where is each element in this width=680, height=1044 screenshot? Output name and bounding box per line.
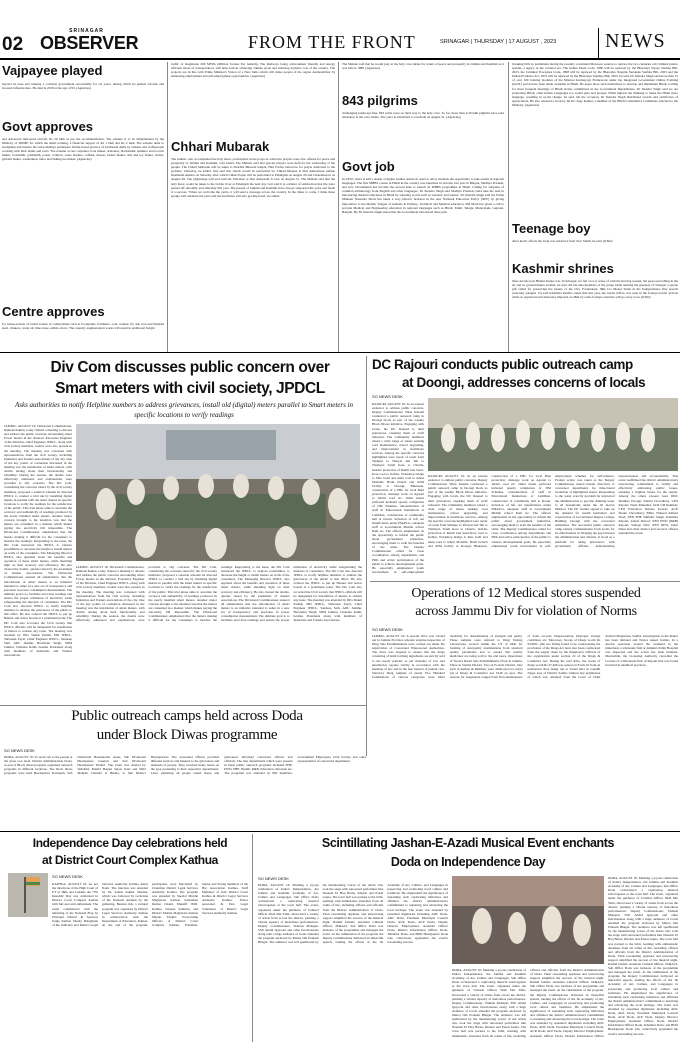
lead-deck: Asks authorities to notify Helpline numbers to address grievances, install old (digital) meters parallel to Smart meters in specific locations to verify readings bbox=[14, 401, 354, 419]
news-label: NEWS bbox=[605, 30, 666, 52]
rajouri-byline: SO NEWS DESK bbox=[372, 394, 403, 399]
lead-body-text: JAMMU, AUGUST 16: Divisional Commissioner, Ramesh Kumar, today chaired a meeting to discuss and address the public concerns surrounding smart Power meters in the division. Executive Engineer of the Division, Chief Engineer JPDCL, along with civil society members, traders were also present in the meeting. The meeting was convened with representatives from the civil society, including Industries and Traders associations of the city. One of the key points of contention discussed in the meeting was the installation of smart meters, with doubts arising about their functionality and reliability. During the session, the doubts were effectively addressed and explanations were provided to ally concerns. The Div Com, considering the concerns raised by the civil society members, proposed a solution wherein he directed JPDCL to conduct a trial run by installing digital meters in parallel with the smart meters in specific locations to verify the readings for the satisfaction of the public. This trial phase aims to ascertain the accuracy and authenticity of readings produced by the newly installed smart meters. Another major concern brought to the attention was that the meters are consumed in a manner which makes paying the electricity bill impossible. The Divisional Commissioner emphasised that the meters making it difficult for the consumers to monitor the readings. Responding to the issue, the Div Com instructed the JPDCL to explore possibilities to decrease the height or install meters on walls of the consumers. The Managing Director JPDCL also apprised about the benefits and operation of these smart meters, while shedding light on their accuracy and efficiency. He also cleared the doubts, queries raised by the presidents of market associations. The Divisional Commissioner assured all stakeholders that the introduction of smart meters is an initiative intended to usher in a new era of transparency and precision in power consumption measurement. The ultimate goal is to facilitate error-free readings and ensure the proper utilization of electricity while safeguarding the interests of consumers. The Div Com also directed JPDCL to notify helpline numbers to address the grievances of the public to this effect. He also ordered the JPDCL to put up Banner and notice boards at a prominent point. The Div Com also accorded the Civil society that JPDCL officials will be designated for installation of meters to redress any issue. The meeting was attended by DIG Shakti Pathak, MD JPDCL, Shivnnan Tayal, Chief Engineer JPDCL, Sandeep Seth, ADC Jammu, Harvinder Singh, SDM Jammu, Chandan Kohli, besides Presidents along with members of Industries and Traders associations. bbox=[4, 424, 72, 658]
musical-event-photo-art bbox=[452, 876, 604, 964]
body-railway: traffic of magnitude 200 MTPA (Million Tonnes Per Annum). The Railways being environment friendly and energy efficient mode of transportation, will help both in achieving climate goals and reducing logistics cost of the country. The projects are in line with Prime Minister's Vision of a New India which will make people of the region Aatmanirbhar by enhancing employment and self-employment opportunities. (Agencies) bbox=[171, 62, 335, 79]
scintillating-headline-line2: Doda on Independence Day bbox=[390, 855, 546, 869]
col-divider bbox=[366, 356, 367, 756]
lead-headline-line2: Smart meters with civil society, JPDCL bbox=[55, 380, 325, 397]
body-vajpayee: beyond its base and running a coalition government successfully for six years, during which he pushed reforms and boosted infrastructure. He died in 2018 at the age of 93. (Agencies) bbox=[2, 82, 164, 91]
lead-body-continued: JAMMU, AUGUST 16: Divisional Commissioner, Ramesh Kumar, today chaired a meeting to discuss and address the public concerns surrounding smart Power meters in the division. Executive Engineer of the Division, Chief Engineer JPDCL, along with civil society members, traders were also present in the meeting. The meeting was convened with representatives from the civil society, including Industries and Traders associations of the city. One of the key points of contention discussed in the meeting was the installation of smart meters, with doubts arising about their functionality and reliability. During the session, the doubts were effectively addressed and explanations were provided to ally concerns. The Div Com, considering the concerns raised by the civil society members, proposed a solution wherein he directed JPDCL to conduct a trial run by installing digital meters in parallel with the smart meters in specific locations to verify the readings for the satisfaction of the public. This trial phase aims to ascertain the accuracy and authenticity of readings produced by the newly installed smart meters. Another major concern brought to the attention was that the meters are consumed in a manner which makes paying the electricity bill impossible. The Divisional Commissioner emphasised that the meters making it difficult for the consumers to monitor the readings. Responding to the issue, the Div Com instructed the JPDCL to explore possibilities to decrease the height or install meters on walls of the consumers. The Managing Director JPDCL also apprised about the benefits and operation of these smart meters, while shedding light on their accuracy and efficiency. He also cleared the doubts, queries raised by the presidents of market associations. The Divisional Commissioner assured all stakeholders that the introduction of smart meters is an initiative intended to usher in a new era of transparency and precision in power consumption measurement. The ultimate goal is to facilitate error-free readings and ensure the proper utilization of electricity while safeguarding the interests of consumers. The Div Com also directed JPDCL to notify helpline numbers to address the grievances of the public to this effect. He also ordered the JPDCL to put up Banner and notice boards at a prominent point. The Div Com also accorded the Civil society that JPDCL officials will be designated for installation of meters to redress any issue. The meeting was attended by DIG Shakti Pathak, MD JPDCL, Shivnnan Tayal, Chief Engineer JPDCL, Sandeep Seth, ADC Jammu, Harvinder Singh, SDM Jammu, Chandan Kohli, besides Presidents along with members of Industries and Traders associations. bbox=[76, 565, 362, 623]
scintillating-body-right bbox=[608, 876, 678, 1040]
doda-body bbox=[4, 755, 366, 827]
rajouri-body-text: RAJOURI, AUGUST 16: In an earnest endeavor to address public concerns, Deputy Commissioner Vikas Kundal conducted a public outreach camp in Doongi block as part of the weekly Block Diwas initiative. Engaging with locals, the DC listened to their grievances, ensuring them of swift redressal. The community members raised a wide range of issues seeking road maintenance, school upgrading, and improvement in healthcare services. Among the specific concerns highlighted were repair of roads from Shahpur to Thatyal and Teh to Thathyal, Sandi Kote to Chatrla, besides protection of Ramli Jaiz Seeri-Kote road to Kahtar, Workshop bridge to Mas Galli and main road to Kheri Mohalla; Bouli branch and ATM facility at Doongi; Bhurusan, construction of a PHC for local Bani protection; drainage work on Agarati to Jabbar road etc. Other issues preferred included speedy completion of JJM Schemes, rationalization of staff in Educational Institutions at Lambhan, construction of community hall at Doom, inclusion of left out beneficiaries under PMAY-G, adequate staff at Government Middle school Ram etc. The officers emphasized on the opportunity to inform the public about government initiatives, encouraging them to avail the benefits of the same. The Deputy Commissioner called for close coordination among departments and PRIs and active participation of the public to achieve developmental goals. He especially emphasized youth involvement in self-employment bbox=[372, 402, 424, 574]
rajouri-body-continued: RAJOURI, AUGUST 16: In an earnest endeavor to address public concerns, Deputy Commissioner Vikas Kundal conducted a public outreach camp in Doongi block as part of the weekly Block Diwas initiative. Engaging with locals, the DC listened to their grievances, ensuring them of swift redressal. The community members raised a wide range of issues seeking road maintenance, school upgrading, and improvement in healthcare services. Among the specific concerns highlighted were repair of roads from Shahpur to Thatyal and Teh to Thathyal, Sandi Kote to Chatrla, besides protection of Ramli Jaiz Seeri-Kote road to Kahtar, Workshop bridge to Mas Galli and main road to Kheri Mohalla; Bouli branch and ATM facility at Doongi; Bhurusan, construction of a PHC for local Bani protection; drainage work on Agarati to Jabbar road etc. Other issues preferred included speedy completion of JJM Schemes, rationalization of staff in Educational Institutions at Lambhan, construction of community hall at Doom, inclusion of left out beneficiaries under PMAY-G, adequate staff at Government Middle school Ram etc. The officers emphasized on the opportunity to inform the public about government initiatives, encouraging them to avail the benefits of the same. The Deputy Commissioner called for close coordination among departments and PRIs and active participation of the public to achieve developmental goals. He especially emphasized youth involvement in self-employment schemes for self-reliance. Prompt action was taken as the Deputy Commissioner issued instant directives to concerned departments for time-bound resolution of highlighted issues. Responding to the water scarcity problem he instructed the administration to provide drinking water to all households under the Jal Jeevan Mission. The DC further agreed to take up the demand for health institution and construction of Government Degree College Building Doongi with the concerned authorities. The successful public outreach camp earned commendation from locals for its effectiveness in bridging the gap between the administration and citizens. It stood as a platform for airing grievances, with government officials demonstrating responsiveness and accountability. This event reaffirmed the district administration's unwavering commitment to swiftly and effectively addressing public issues, ensuring a brighter future for the region. Among the others present were DDC Member Doongi, Khalid Chowdhary, CPO Rajouri, Nazir Khurshid, ACR GH Rahman; CEO Education Sultana Kousar; ACP, Shoku Chowdhary, BDO, Waheed Ahmed Shad; XEN PHE Sukhdev Singh, Tehsildar Rajouri, Ashraf Shiwar; XEN PWD (R&B) Rajouri, Sadiqat Shiv; XEN REW, Zakir Khan and other district and sectoral officers attended the event. bbox=[428, 474, 678, 548]
scintillating-body-left bbox=[258, 883, 448, 1041]
musical-event-photo bbox=[452, 876, 604, 964]
rajouri-headline-line1: DC Rajouri conducts public outreach camp bbox=[372, 357, 633, 372]
brand-logo bbox=[40, 28, 139, 56]
body-kashmir-shrines: three decade post Hindus Kusha war. In Srinagar, we felt a lot of sense of with the moving around, but peace prevailing in the air and no ground makes another, he said. All the nine members of the group while terming the greenery of Srinagar a serene gift called for preserving the beauty of the City. Fortunately, J&K LG Manoj Sinha in his Independence Day speech yesterday (August 15) said Kashmiri Pandits stated that this year, the tourist inflow was seen in the foreign tourist arrivals while as regional travel insurance imposed on J&K by some foreign countries will go away soon. (KNO) bbox=[512, 279, 678, 300]
lead-headline-line1: Div Com discusses public concern over bbox=[50, 359, 330, 376]
operations-headline-line1: Operations of 12 Medical stores suspended bbox=[411, 586, 641, 601]
scintillating-body-under-photo bbox=[452, 968, 604, 1040]
section-rule bbox=[0, 831, 680, 832]
operations-byline: SO NEWS DESK bbox=[372, 627, 403, 632]
doda-byline: SO NEWS DESK bbox=[4, 748, 35, 753]
brand-small: SRINAGAR bbox=[69, 28, 104, 34]
section-title: FROM THE FRONT bbox=[248, 32, 416, 52]
header-rule bbox=[0, 58, 680, 60]
headline-govt-approves: Govt approves bbox=[2, 119, 94, 134]
headline-govt-job: Govt job bbox=[342, 159, 395, 174]
col-divider bbox=[167, 62, 168, 352]
dateline: SRINAGAR | THURSDAY | 17 AUGUST , 2023 bbox=[440, 39, 557, 45]
doda-headline-line1: Public outreach camps held across Doda bbox=[71, 708, 303, 724]
header-divider bbox=[598, 28, 599, 58]
kathua-photo-art bbox=[8, 873, 48, 917]
headline-vajpayee: Vajpayee played bbox=[2, 63, 103, 78]
kathua-headline-line2: at District Court Complex Kathua bbox=[42, 853, 218, 867]
headline-kashmir-shrines: Kashmir shrines bbox=[512, 261, 614, 276]
headline-centre-approves: Centre approves bbox=[2, 304, 105, 319]
rajouri-body-cols bbox=[428, 474, 678, 578]
body-govt-job: In UPSC, there is still a dearth of higher studies outlets in order to allow students the opportunity to take exams in regional languages. The first MBBS course in Hindi in the country was launched in October last year in Bhopal, Madhya Pradesh, and now Uttarakhand has become the second state to launch an MBBS programme in Hindi. Calling for adoption of common terminology from English and other languages, Dr Jitendra Singh said Madhya Pradesh could take the lead in introducing medical education in Hindi by adopting words such as 'nucleus' and 'uterus'. Dr Jitendra Singh said the Prime Minister Narendra Modi has taken a very historic decision in the new National Education Policy (NEP) by giving importance to the Mother Tongue of students in Primary, Technical and Medical education. PM Modi has given a call to provide Medical and Engineering education in regional languages such as Hindi, Tamil, Telugu, Malayalam, Gujarati, Bengali. By Dr Jitendra Singh stated that the Government introduced three pub- bbox=[342, 177, 504, 214]
headline-teenage-boy: Teenage boy bbox=[512, 221, 591, 236]
kathua-byline: SO NEWS DESK bbox=[52, 874, 83, 879]
col-divider bbox=[338, 62, 339, 352]
body-mahant: The Mahant said that he would pray at the holy cave shrine for return of peace and prosperity in Jammu and Kashmir as it was before 1989. (Agencies) bbox=[342, 62, 504, 71]
col-divider bbox=[252, 834, 253, 1042]
lead-body-cols bbox=[76, 565, 362, 701]
lead-body-col1 bbox=[4, 424, 72, 702]
scintillating-body-text: DODA, AUGUST 16: Marking a joyous celebration of India's Independence, the Jammu and Kashmir Academy of Art, Culture and Languages, Sub Office Doda orchestrated a captivating musical extravaganza at the town hall. The event, organized under the guidance of Cultural Officer Shah Din Tahir, showcased a variety of artists from across the district, painting a vibrant tapestry of melodious performances. Deputy Commissioner, Vishesh Mahajan, SSP, Abdul Qayoom and other functionaries along with a huge audience of locals attended the program anchored by Manoj Om Prakash Bhagat. The audience was left spellbound by the mesmerizing voices of the artists who took the stage with renowned performers like Naseem Ul Haq Barna, Khokar and Faisal Gupta. The town hall was packed to the brim, teeming with enthusiastic attendees from all walks of life, including officers and officials from the District Administration of Doda. Their resounding applause and unwavering support amplified the success of the musical night. Rashid Jabazir, Assistant Cultural Officer, JK&ACL Sub Office Doda was inchaare of the programme and managed the event. At the culmination of the program, the Deputy Commissioner delivered an impactful speech, lauding the efforts of the JK Academy of Art, Culture, and Languages in preserving and promoting local culture and traditions. He emphasized the significance of sustaining such captivating initiatives and affirmed the district administration's commitment to nurturing and advancing the local heritage. The event was attended by esteemed dignitaries including ADC Doda, ADC Doda, President Municipal Council Doda, ACR Doda, ACP Doda, Deputy Director Employment, Assistant Officer Doda, District Information Officer Doda, Tehsildar Doda, and BDO Headquarter Doda who collectively applauded the event's resounding success. bbox=[258, 883, 448, 945]
operations-headline-line2: across Jammu Div for violation of Norms bbox=[415, 604, 637, 619]
rajouri-photo-art bbox=[428, 398, 678, 471]
scintillating-body-continued-2: DODA, AUGUST 16: Marking a joyous celebration of India's Independence, the Jammu and Kashmir Academy of Art, Culture and Languages, Sub Office Doda orchestrated a captivating musical extravaganza at the town hall. The event, organized under the guidance of Cultural Officer Shah Din Tahir, showcased a variety of artists from across the district, painting a vibrant tapestry of melodious performances. Deputy Commissioner, Vishesh Mahajan, SSP, Abdul Qayoom and other functionaries along with a huge audience of locals attended the program anchored by Manoj Om Prakash Bhagat. The audience was left spellbound by the mesmerizing voices of the artists who took the stage with renowned performers like Naseem Ul Haq Barna, Khokar and Faisal Gupta. The town hall was packed to the brim, teeming with enthusiastic attendees from all walks of life, including officers and officials from the District Administration of Doda. Their resounding applause and unwavering support amplified the success of the musical night. Rashid Jabazir, Assistant Cultural Officer, JK&ACL Sub Office Doda was inchaare of the programme and managed the event. At the culmination of the program, the Deputy Commissioner delivered an impactful speech, lauding the efforts of the JK Academy of Art, Culture, and Languages in preserving and promoting local culture and traditions. He emphasized the significance of sustaining such captivating initiatives and affirmed the district administration's commitment to nurturing and advancing the local heritage. The event was attended by esteemed dignitaries including ADC Doda, ADC Doda, President Municipal Council Doda, ACR Doda, ACP Doda, Deputy Director Employment, Assistant Officer Doda, District Information Officer bbox=[452, 968, 604, 1038]
scintillating-body-continued: DODA, AUGUST 16: Marking a joyous celebration of India's Independence, the Jammu and Kashmir Academy of Art, Culture and Languages, Sub Office Doda orchestrated a captivating musical extravaganza at the town hall. The event, organized under the guidance of Cultural Officer Shah Din Tahir, showcased a variety of artists from across the district, painting a vibrant tapestry of melodious performances. Deputy Commissioner, Vishesh Mahajan, SSP, Abdul Qayoom and other functionaries along with a huge audience of locals attended the program anchored by Manoj Om Prakash Bhagat. The audience was left spellbound by the mesmerizing voices of the artists who took the stage with renowned performers like Naseem Ul Haq Barna, Khokar and Faisal Gupta. The town hall was packed to the brim, teeming with enthusiastic attendees from all walks of life, including officers and officials from the District Administration of Doda. Their resounding applause and unwavering support amplified the success of the musical night. Rashid Jabazir, Assistant Cultural Officer, JK&ACL Sub Office Doda was inchaare of the programme and managed the event. At the culmination of the program, the Deputy Commissioner delivered an impactful speech, lauding the efforts of the JK Academy of Art, Culture, and Languages in preserving and promoting local culture and traditions. He emphasized the significance of sustaining such captivating initiatives and affirmed the district administration's commitment to nurturing and advancing the local heritage. The event was attended by esteemed dignitaries including ADC Doda, ADC Doda, President Municipal Council Doda, ACR Doda, ACP Doda, Deputy Director Employment, Assistant Officer Doda, District Information Officer Doda, Tehsildar Doda, and BDO Headquarter Doda who collectively applauded the event's resounding success. bbox=[608, 876, 678, 1036]
kathua-headline-line1: Independence Day celebrations held bbox=[32, 836, 228, 850]
rule bbox=[0, 705, 366, 706]
body-criminal-bills: breaking bills in parliament during the recently concluded Monsoon session to replace the two centuries old criminal justice system, a legacy of the colonial era. The Indian Penal Code, 1860 will be replaced by the Bharatiya Nyaya Sanhita Bill, 2023, the Criminal Procedure Code, 1898 will be replaced by the Bharatiya Nagarik Suraksha Sanhita Bill, 2023 and the Indian Evidence Act, 1872 will be replaced by the Bharatiya Sakshya Bill, 2023, he said. Dr Jitendra Singh said more than 15 of over 100 training modules of the Mission Karmayogi Framework under the Integrated Government Online Training (iGOT) portal have been made available in Hindi. He urges more such institutions to develop and implement Hindi. Calling for more frequent meetings of Hindi review committees in the Government Departments, Dr Jitendra Singh said we are promoting Hindi, other Indian Languages too would gain and prosper. Hindi imparts the thinking to make the Hindi more language, resulting in social change, he said. On the occasion, Dr Jitendra Singh distributed awards and certificates of appreciation. He also released a book by Dr KC Ajay Kumar, a member of the Hindi Consultative Committee attached to the Ministry. (Agencies) bbox=[512, 62, 678, 107]
kathua-body bbox=[52, 882, 248, 1040]
rajouri-photo bbox=[428, 398, 678, 471]
body-centre-approves: for transportation of varied bodies of commodities such as foodgrains, fertilizers, coal, cement, fly ash, iron and finished steel, clinkers, crude oil, lime stone, edible oil etc. The capacity augmentation works will result in additional freight bbox=[2, 322, 164, 331]
rajouri-headline-line2: at Doongi, addresses concerns of locals bbox=[402, 375, 646, 390]
headline-843-pilgrims: 843 pilgrims bbox=[342, 93, 418, 108]
operations-body bbox=[372, 634, 678, 754]
page-number: 02 bbox=[2, 34, 24, 55]
brand-name: OBSERVER bbox=[40, 33, 139, 53]
body-chhari-mubarak: The sadhus, who accompanied the holy mace, participated in the pooja as collective prayers were also offered for peace and prosperity of Jammu and Kashmir, Giri added. The Mahant said that special prayers were held for the well-being of the people. The Chhari Mubarak will be taken to Shardha Bhawan temple, Hari Parbat tomorrow for prayer dedicated to the goddess. Thursday, he added. Giri said that rituals would be performed for Chhari-Sthapna at Shri Amreshwar temple Dashnami Akhara on Saturday after which Chhari Pujan will be performed at Pahalgam on August 26 and Chandanwari on August 28. The pilgrimage will end with the 'Darshan' at Shri Amarnath Ji cave on August 31. The Mahant said that the holy mace would be taken to the Lidder river at Pahalgam the next day. Giri said it is a matter of satisfaction that the yatra passed off smoothly and amicably this year. The people of Jammu and Kashmir have always supported the yatra and made it a success. 'When we welcome the yatris, it will send a message across the country. In the times to come, I think these people will celebrate the yatra and the festivities will also get improved,' he added. bbox=[171, 157, 335, 198]
kathua-body-text: KATHUA, AUGUST 16: As per the directions of the High Court of UT of J&K and Ladakh, the 77th Republic Day was celebrated in District Court Complex Kathua with full zeal and enthusiasm. The event commenced with the unfurling of the National Flag by Principal District & Sessions Judge Kathua Shanty Balaghatia of the Judiciary and District Legal Services Authority Kathua Anisa Nazir. The function was attended by Sh. Ashok Kumar Sharma, which was followed by recitation of the National Anthem by the gathering. Besides this, a cultural program was organised by District Legal Services Authority Kathua in collaboration with the Department of Education, Kathua. At the end of the program, participants were felicitated by Chairman District Legal Services Authority Kathua. The program was attended by Special Mobile Magistrate Kathua Sudarshan Kumar Chand, Munsiff JMIC Kathua, Chenua Sumbria, and District Mobile Magistrate Kathua Meenu Thakur, Prosecuting Officers of District Court Complex Kathua, President, Senior and Young members of the Bar Association Kathua, Staff Members of both District Court Kathua & District Legal Services Authority Kathua, Police personnel & Para Legal Volunteers of District Legal Services Authority Kathua. bbox=[52, 882, 248, 927]
kathua-photo bbox=[8, 873, 48, 917]
body-teenage-boy: After hectic efforts the body was retrieved from river Sindh, he said. (KNO) bbox=[512, 239, 613, 243]
operations-body-text: JAMMU, AUGUST 16: A special drive was carried out in Jammu Province wherein surprise inspection of Drug Sale Establishments were carried out under the supervision of Concerned Empowered Authorities. The drive was targeted to ensure that the drugs consisting of habit forming ingredients are strictly sold to the needy patients as per mandate of law and pharmacies operate strictly in accordance with the mandate of law and in the best interest of patient care. Statutory Drug samples of nearly Two Hundred formulations of various categories were lifted randomly for determination of strength and purity. These samples were referred to Drug Testing Laboratories located within the UT of J&K for forming of test/quality examinations from standard quality parameters and to ensure that quality medicines are being sold to the end users. Operations of Twelve Retail Sale Establishments (Four in Jammu, Three in Samba District, Two in Poonch District, One each in Kathua & Ramban, were disallowed u/s 22(1)(d) of Drugs & Cosmetics Act 1940 on spot. The reasons for suspension ranged from Non-maintenance of Sales records, Impersonation, Improper storage conditions etc. Moreover, Stocks of Drugs worth Rs 93,800/- (the two firms) found to be contravening the provisions of the Drugs Act have also been confiscated from the supply chain by the Regulatory Officers of the organization under section 22 of the Drugs & Cosmetics Act. During the said drive, the stocks of drugs worth Rs 27,469 was seized on Form-16 from an unlicensed shop being run at Toned Mor in Gandhi Nagar area of District Samba without any permission of which was obtained from the Court of Chief Judicial Magistrate, Samba. Investigation in the matter has been initiated and Notice issued further. In a special operation around the weekend in the hinterland, a wholesale firm at Jammu's Pallet Hospital was inspected and the action has been initiated. Meanwhile, the Licensing Authority cancelled the License of a Wholesale firm of Rajouri that was found involved in unethical practices. bbox=[372, 634, 678, 679]
section-rule bbox=[0, 352, 680, 353]
body-govt-approves: and Advanced mid-sized aircraft, Rs 50 lakh as per the recommendation. The scheme is to be implemented by the Ministry of MSME for which the skills training, a financial support of Rs 1 lakh and Rs 2 lakh. The scheme aims to strengthen and nurture the Guru-Shishya parampara family-based practice of traditional skills by artisans and craftspeople working with their hands and tools. The scheme covers carpenter, boat maker, armourer, blacksmith, hammer and tool kit maker, locksmith, goldsmith, potter, sculptor, stone breaker, cobbler, mason, basket maker, doll and toy maker, barber, garland maker, washerman, tailor and fishing net maker. (Agencies) bbox=[2, 137, 164, 162]
rule bbox=[370, 581, 680, 582]
scintillating-byline: SO NEWS DESK bbox=[258, 876, 289, 881]
headline-chhari-mubarak: Chhari Mubarak bbox=[171, 139, 270, 154]
body-843-pilgrims: challenging landscape like, 843 yatris were on their way to the holy cave. So far, more than 4.29 lakh pilgrims have paid obeisance at the cave shrine. The yatra is scheduled to conclude on August 31. (Agencies) bbox=[342, 111, 504, 120]
meeting-photo-art bbox=[76, 424, 360, 561]
rajouri-body-left bbox=[372, 402, 424, 574]
doda-headline-line2: under Block Diwas programme bbox=[96, 727, 278, 743]
meeting-photo bbox=[76, 424, 360, 561]
scintillating-headline-line1: Scintillating Jashan-E-Azadi Musical Event enchants bbox=[321, 836, 615, 850]
col-divider bbox=[508, 62, 509, 352]
doda-body-text: DODA, AUGUST 16: To reach out to the people at the grass root level, District Administration Doda, as part of Block diwas program, organised outreach programs in different locations. The block diwas programs were held Headquarter Kastigarh, Sub Divisional Headquarter Assar, Sub Divisional Headquarter Gandoh and Sub Divisional Headquarter Thathri. The event was chaired by Tehsildar Khalid Haqani Sajad, Kazi and SDO Mahesh Chander at Bhalla, at Sub District Headquarters. The concerned officers provided different services and listened to the grievances and demands of people. They received many issues on the spot pertaining to their respective departments. Later, gathering all people raised issues and grievances informed concerned officers and officials. The line departments which were present in these public outreach programs included PHE, PWD, PHE, Health, R&B, Education, Revenue etc. The programs was attended by PRI members, Government Employees, Civil Society and other representative of concerned department. bbox=[4, 755, 366, 776]
